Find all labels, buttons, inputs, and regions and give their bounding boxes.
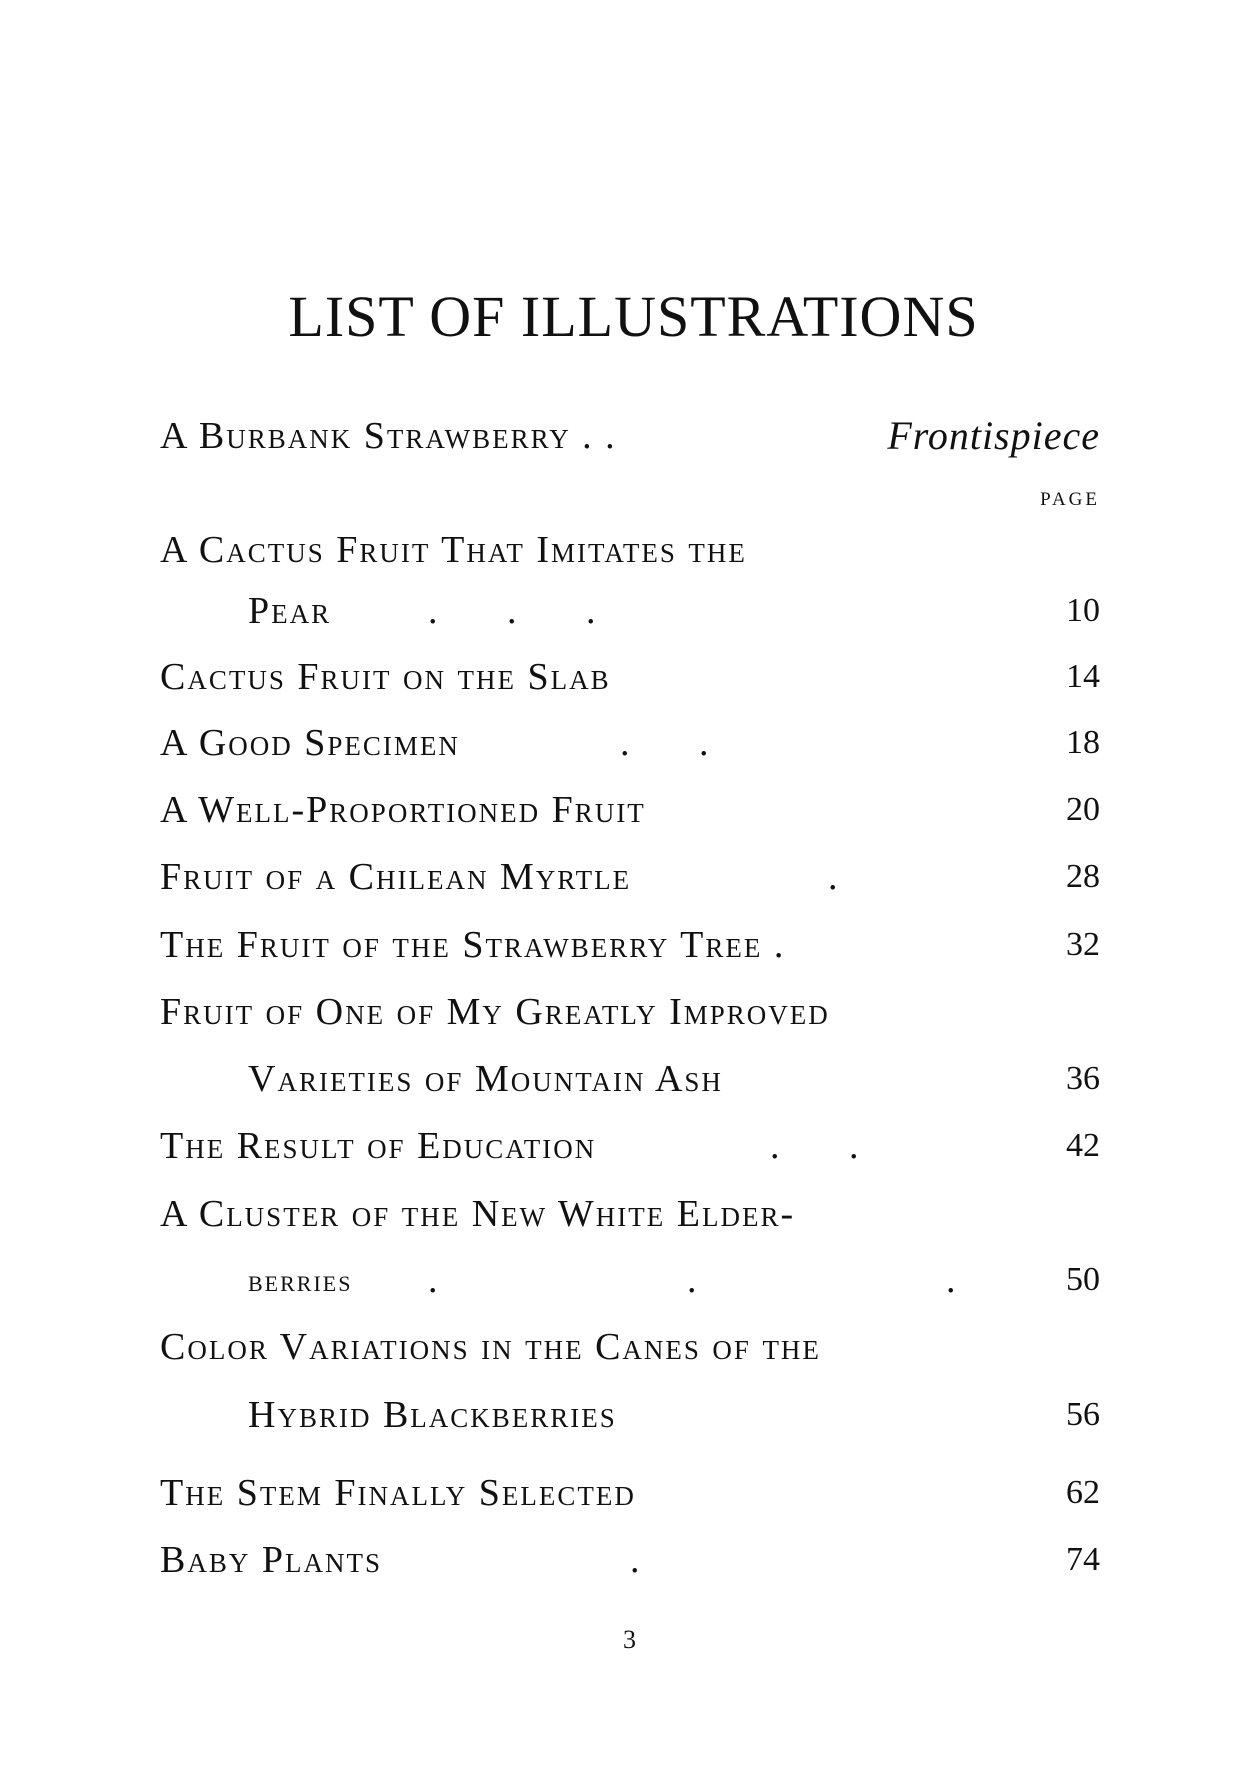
list-item-frontispiece	[160, 411, 1100, 461]
entry-title: A Well-Proportioned Fruit	[160, 789, 646, 831]
entry-title: A Cactus Fruit That Imitates the	[160, 529, 747, 571]
list-item	[160, 785, 1100, 835]
page-number: 42	[1066, 1127, 1100, 1164]
entry-title-continuation: Pear	[248, 590, 332, 632]
list-item-continuation	[248, 1054, 1100, 1104]
page-number: 28	[1066, 858, 1100, 895]
list-item	[160, 652, 1100, 702]
page-number: 32	[1066, 926, 1100, 963]
page-number: 36	[1066, 1060, 1100, 1097]
list-item	[160, 1535, 1100, 1585]
page-number: 18	[1066, 724, 1100, 761]
page-folio: 3	[623, 1625, 636, 1654]
page-number: 14	[1066, 658, 1100, 695]
entry-title: Fruit of One of My Greatly Improved	[160, 991, 830, 1033]
entry-title: A Good Specimen	[160, 722, 460, 764]
list-item	[160, 1189, 1100, 1239]
entry-title: Color Variations in the Canes of the	[160, 1326, 821, 1368]
entry-title: The Stem Finally Selected	[160, 1472, 636, 1514]
list-item-continuation	[248, 1390, 1100, 1440]
list-item	[160, 852, 1100, 902]
leader-dots: . .	[770, 1125, 889, 1167]
entry-title: Baby Plants	[160, 1539, 382, 1581]
list-item-continuation	[248, 586, 1100, 636]
list-item	[160, 987, 1100, 1037]
entry-title: The Result of Education	[160, 1125, 597, 1167]
page-number: 56	[1066, 1396, 1100, 1433]
list-item	[160, 525, 1100, 575]
frontispiece-label: Frontispiece	[887, 413, 1100, 458]
entry-title: Cactus Fruit on the Slab	[160, 656, 611, 698]
page-heading: LIST OF ILLUSTRATIONS	[288, 284, 979, 349]
list-item	[160, 920, 1100, 970]
entry-title-continuation: Hybrid Blackberries	[248, 1394, 617, 1436]
entry-title-continuation: berries	[248, 1262, 353, 1298]
page-number: 74	[1066, 1541, 1100, 1578]
entry-title: A Cluster of the New White Elder-	[160, 1193, 796, 1235]
entry-title: A Burbank Strawberry . .	[160, 415, 617, 457]
list-item	[160, 718, 1100, 768]
list-item-continuation	[248, 1255, 1100, 1305]
leader-dots: . . .	[428, 1259, 1076, 1301]
list-item	[160, 1121, 1100, 1171]
entry-title: Fruit of a Chilean Myrtle	[160, 856, 632, 898]
page-column-label: PAGE	[1040, 489, 1100, 510]
entry-title-continuation: Varieties of Mountain Ash	[248, 1058, 723, 1100]
illustrations-list	[160, 0, 1100, 1786]
page-number: 20	[1066, 791, 1100, 828]
page-number: 50	[1066, 1261, 1100, 1298]
list-item	[160, 1468, 1100, 1518]
page-number: 62	[1066, 1474, 1100, 1511]
entry-title: The Fruit of the Strawberry Tree .	[160, 924, 786, 966]
leader-dots: .	[630, 1539, 670, 1581]
leader-dots: . . .	[428, 590, 626, 632]
leader-dots: . .	[620, 722, 739, 764]
list-item	[160, 1322, 1100, 1372]
page-number: 10	[1066, 592, 1100, 629]
leader-dots: .	[828, 856, 868, 898]
